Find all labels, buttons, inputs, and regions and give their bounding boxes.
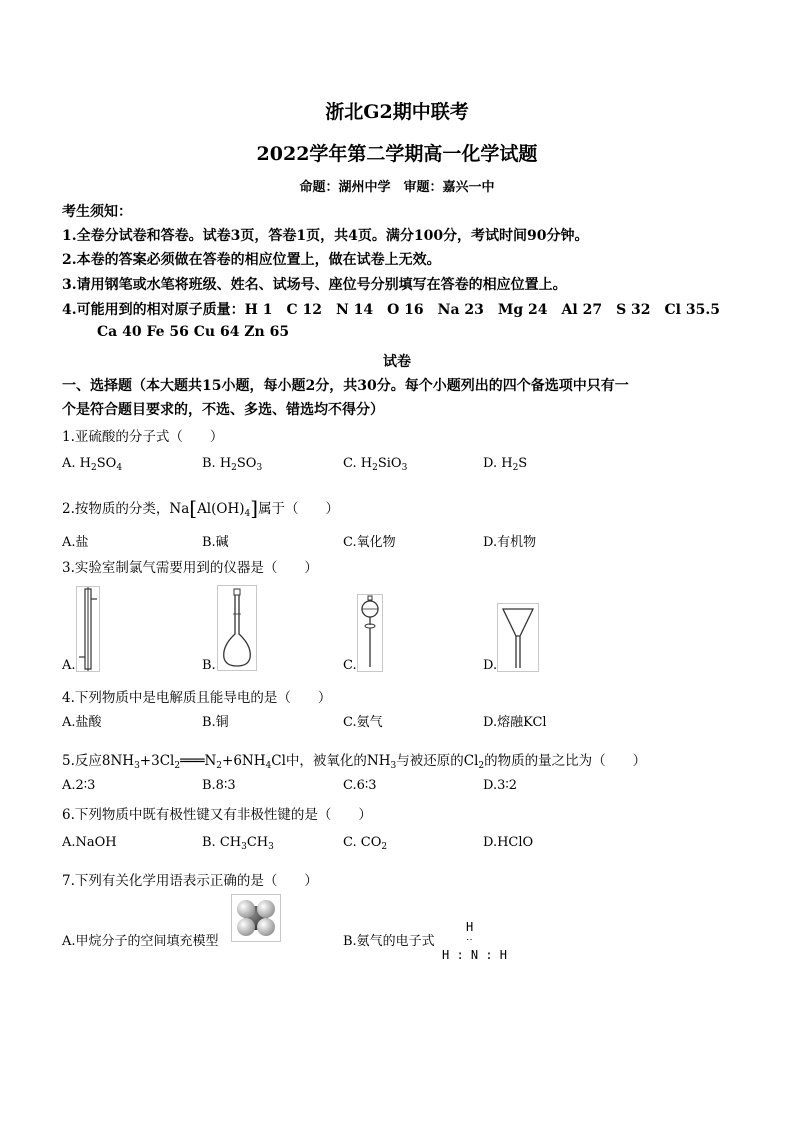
section-1-instruction-line1: 一、选择题（本大题共15小题，每小题2分，共30分。每个小题列出的四个备选项中只有一 [62,378,629,394]
funnel-icon [497,603,539,672]
q5-option-c: C.6∶3 [343,778,377,793]
q2-option-d: D.有机物 [483,535,537,550]
q4-stem: 4.下列物质中是电解质且能导电的是（ ） [62,690,332,706]
notice-heading: 考生须知： [62,204,132,220]
q7-option-a: A.甲烷分子的空间填充模型 [62,934,219,949]
ammonia-electron-formula-top-h: H [466,920,474,934]
q3-option-b-label: B. [202,658,216,673]
q2-option-b: B.碱 [202,535,229,550]
q1-stem: 1.亚硫酸的分子式（ ） [62,429,224,445]
q7-option-b: B.氨气的电子式 [343,934,435,949]
q7-stem: 7.下列有关化学用语表示正确的是（ ） [62,873,318,889]
paper-label: 试卷 [383,354,411,370]
ammonia-electron-dots: ‥ [466,932,473,943]
volumetric-flask-icon [217,585,257,671]
q3-option-a-label: A. [62,658,76,673]
q6-option-d: D.HClO [483,835,534,850]
q5-option-b: B.8∶3 [202,778,236,793]
condenser-icon [76,586,100,672]
exam-subtitle: 2022学年第二学期高一化学试题 [256,143,538,165]
q1-option-c: C. $H_2SiO_3$ [343,456,408,473]
q3-option-d-label: D. [483,658,498,673]
q4-option-a: A.盐酸 [62,715,102,730]
notice-item-4: 4.可能用到的相对原子质量：H 1 C 12 N 14 O 16 Na 23 Mg 24 Al 27 S 32 Cl 35.5 [62,302,720,318]
q1-option-d: D. $H_2S$ [483,456,528,473]
exam-authors: 命题：湖州中学 审题：嘉兴一中 [299,180,495,195]
q5-stem: 5.反应$8NH_3+3Cl_2═══N_2+6NH_4Cl$中，被氧化的$NH_3$与被还原的$Cl_2$的物质的量之比为（ ） [62,753,647,771]
ammonia-electron-formula: H : N : H [442,948,508,962]
q6-stem: 6.下列物质中既有极性键又有非极性键的是（ ） [62,807,372,823]
section-1-instruction-line2: 个是符合题目要求的，不选、多选、错选均不得分） [62,402,384,418]
q1-option-b: B. $H_2SO_3$ [202,456,263,473]
notice-item-2: 2.本卷的答案必须做在答卷的相应位置上，做在试卷上无效。 [62,252,441,268]
q5-option-a: A.2∶3 [62,778,96,793]
q6-option-c: C. $CO_2$ [343,835,388,852]
q6-option-b: B. $CH_3CH_3$ [202,835,274,852]
exam-title: 浙北G2期中联考 [325,101,469,123]
separatory-funnel-icon [357,594,383,672]
notice-item-3: 3.请用钢笔或水笔将班级、姓名、试场号、座位号分别填写在答卷的相应位置上。 [62,277,567,293]
q2-option-c: C.氧化物 [343,535,396,550]
notice-item-4-cont: Ca 40 Fe 56 Cu 64 Zn 65 [97,324,290,340]
q4-option-c: C.氨气 [343,715,383,730]
q2-stem: 2.按物质的分类，$Na[Al(OH)_4]$属于（ ） [62,496,340,520]
q4-option-d: D.熔融KCl [483,715,547,730]
q2-option-a: A.盐 [62,535,89,550]
q4-option-b: B.铜 [202,715,229,730]
q5-option-d: D.3∶2 [483,778,518,793]
q2-formula: Al(OH) [197,501,245,517]
methane-space-filling-model-icon [231,894,281,942]
q3-option-c-label: C. [343,658,357,673]
q1-option-a: A. $H_2SO_4$ [62,456,123,473]
notice-item-1: 1.全卷分试卷和答卷。试卷3页，答卷1页，共4页。满分100分，考试时间90分钟。 [62,228,589,244]
q6-option-a: A.NaOH [62,835,117,850]
q3-stem: 3.实验室制氯气需要用到的仪器是（ ） [62,560,318,576]
